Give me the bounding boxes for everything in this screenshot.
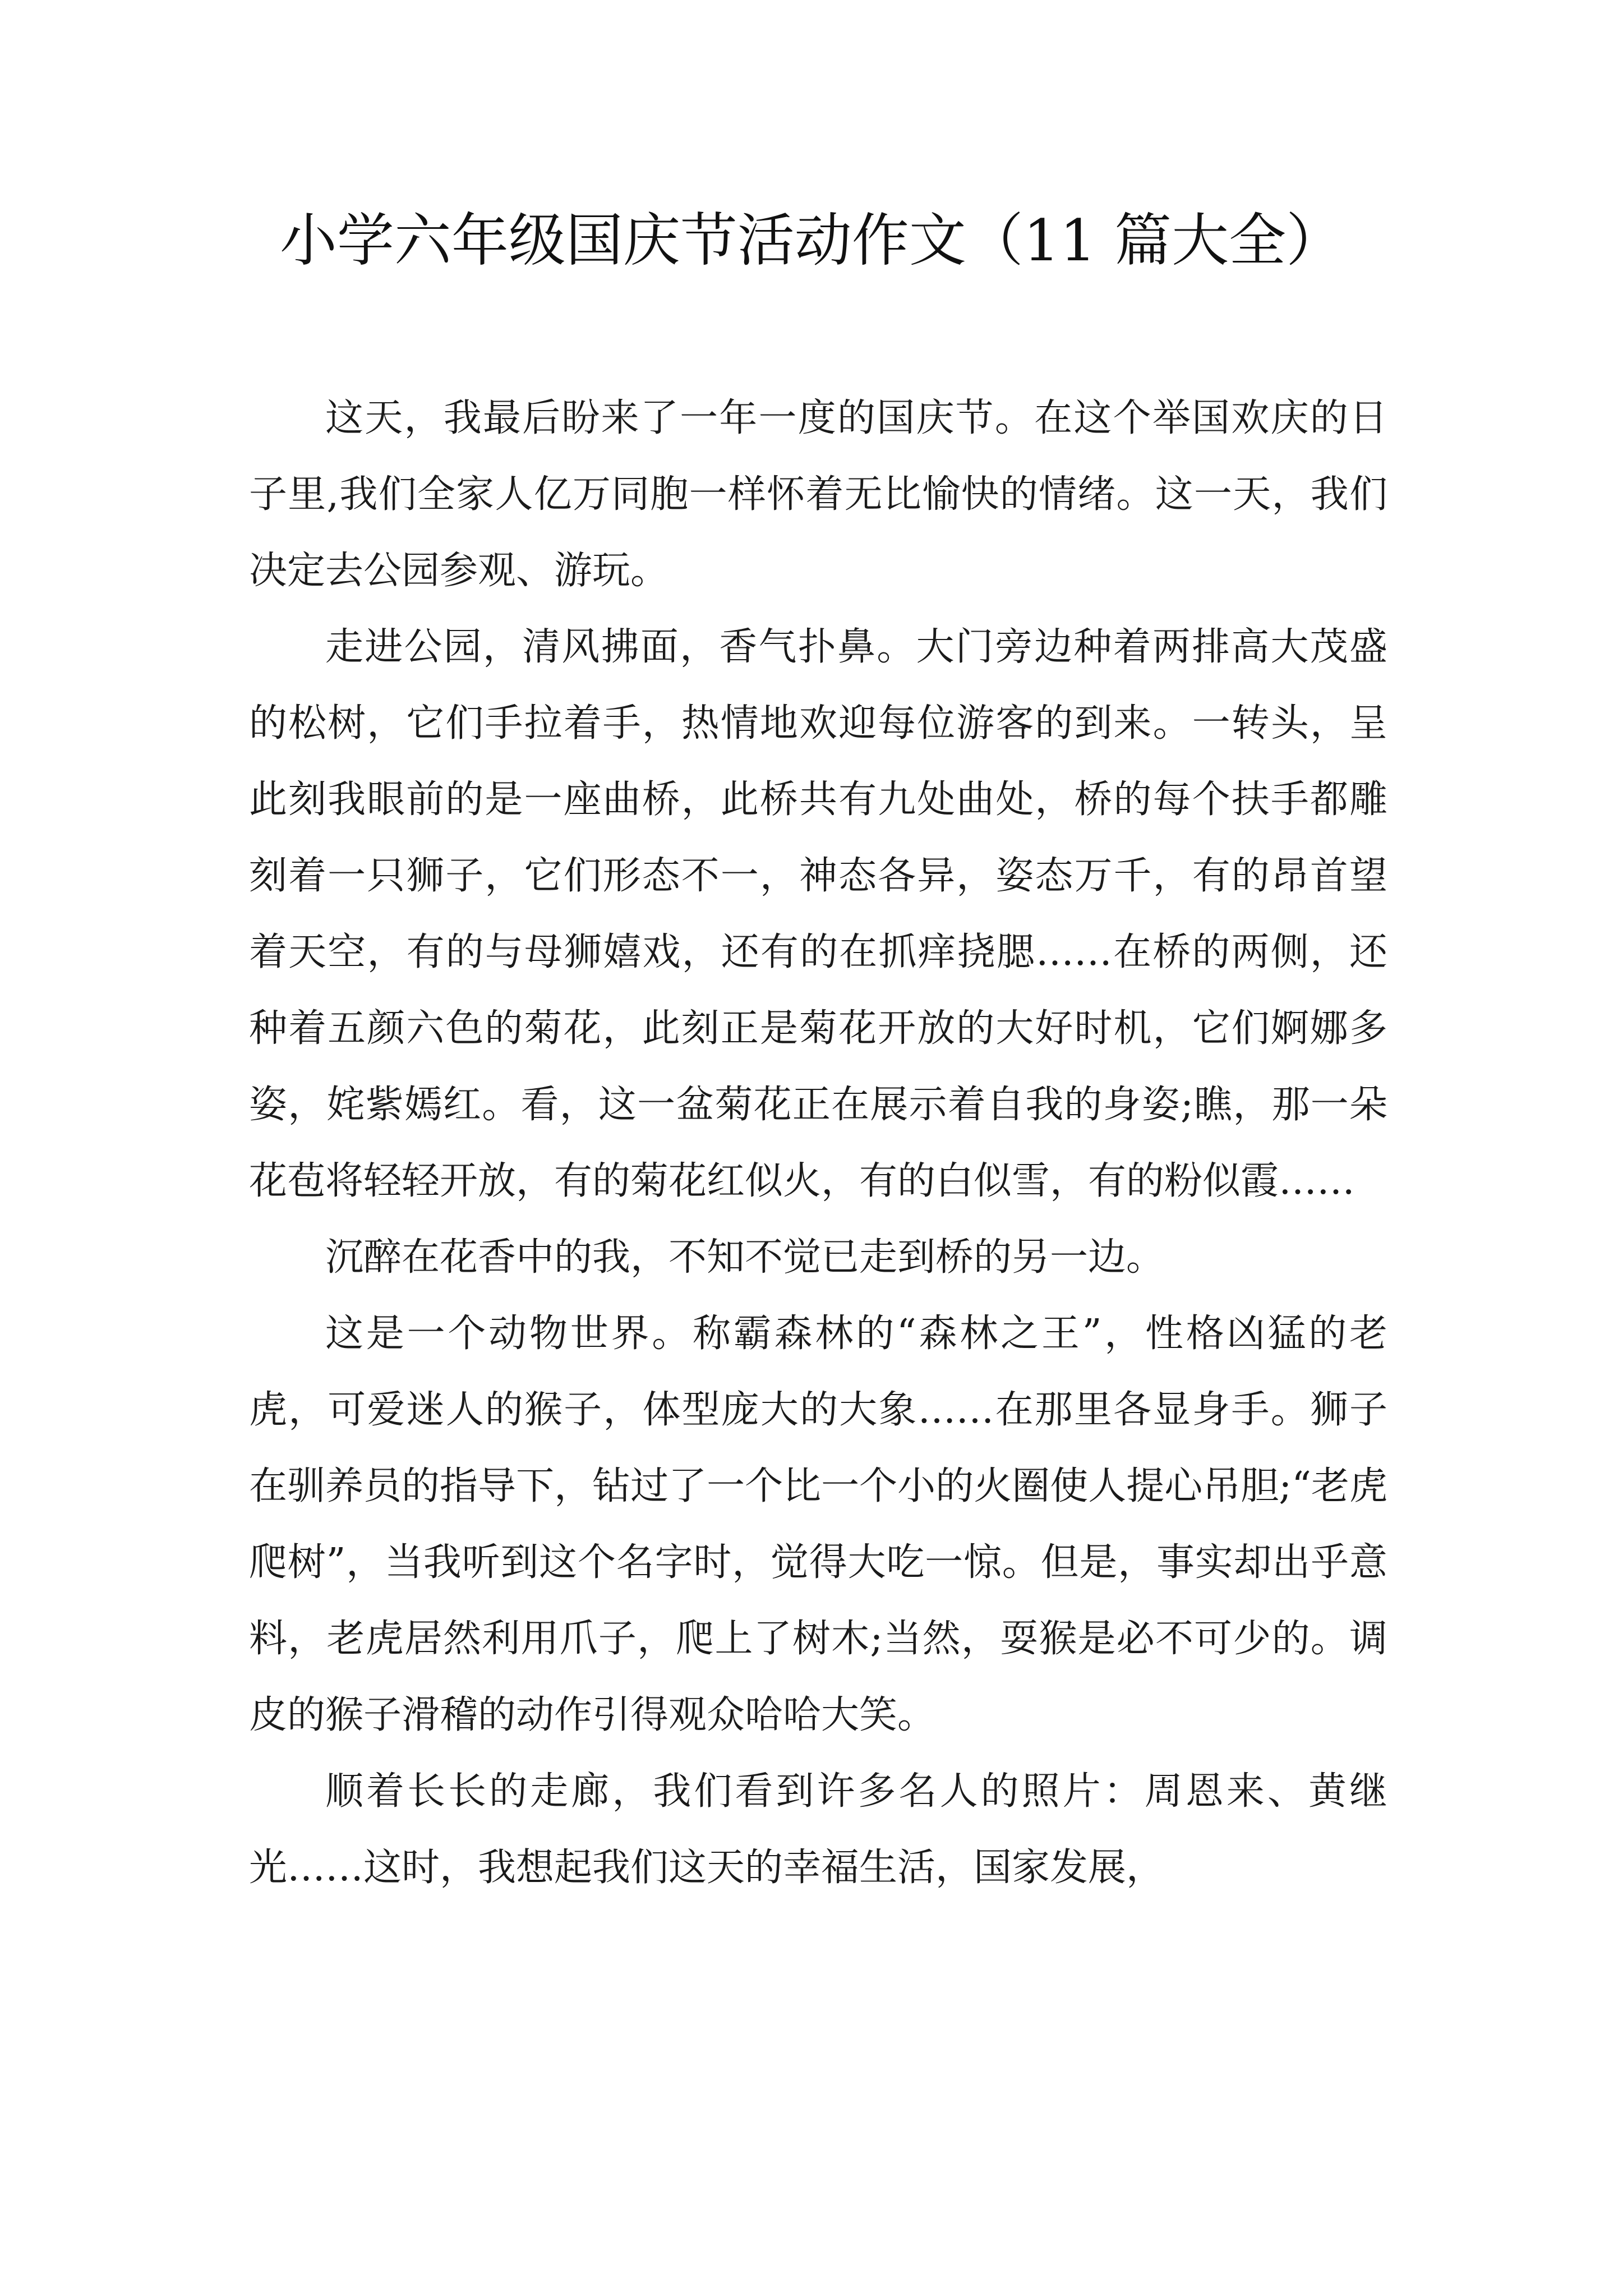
paragraph-3: 沉醉在花香中的我，不知不觉已走到桥的另一边。 — [325, 1235, 1165, 1280]
document-title: 小学六年级国庆节活动作文（11 篇大全） — [279, 208, 1344, 274]
document-body — [249, 380, 1387, 1906]
paragraph-4: 这是一个动物世界。称霸森林的“森林之王”，性格凶猛的老虎，可爱迷人的猴子，体型庞大的大象……在那里各显身手。狮子在驯养员的指导下，钻过了一个比一个小的火圈使人提心吊胆;“老虎爬树”，当我听到这个名字时，觉得大吃一惊。但是，事实却出乎意料，老虎居然利用爪子，爬上了树木;当然，耍猴是必不可少的。调皮的猴子滑稽的动作引得观众哈哈大笑。 — [249, 1312, 1387, 1737]
paragraph-5: 顺着长长的走廊，我们看到许多名人的照片：周恩来、黄继光……这时，我想起我们这天的幸福生活，国家发展， — [249, 1769, 1387, 1890]
paragraph-1: 这天，我最后盼来了一年一度的国庆节。在这个举国欢庆的日子里,我们全家人亿万同胞一样怀着无比愉快的情绪。这一天，我们决定去公园参观、游玩。 — [249, 396, 1387, 593]
paragraph-2: 走进公园，清风拂面，香气扑鼻。大门旁边种着两排高大茂盛的松树，它们手拉着手，热情地欢迎每位游客的到来。一转头，呈此刻我眼前的是一座曲桥，此桥共有九处曲处，桥的每个扶手都雕刻着一只狮子，它们形态不一，神态各异，姿态万千，有的昂首望着天空，有的与母狮嬉戏，还有的在抓痒挠腮……在桥的两侧，还种着五颜六色的菊花，此刻正是菊花开放的大好时机，它们婀娜多姿，姹紫嫣红。看，这一盆菊花正在展示着自我的身姿;瞧，那一朵花苞将轻轻开放，有的菊花红似火，有的白似雪，有的粉似霞…… — [249, 625, 1387, 1203]
